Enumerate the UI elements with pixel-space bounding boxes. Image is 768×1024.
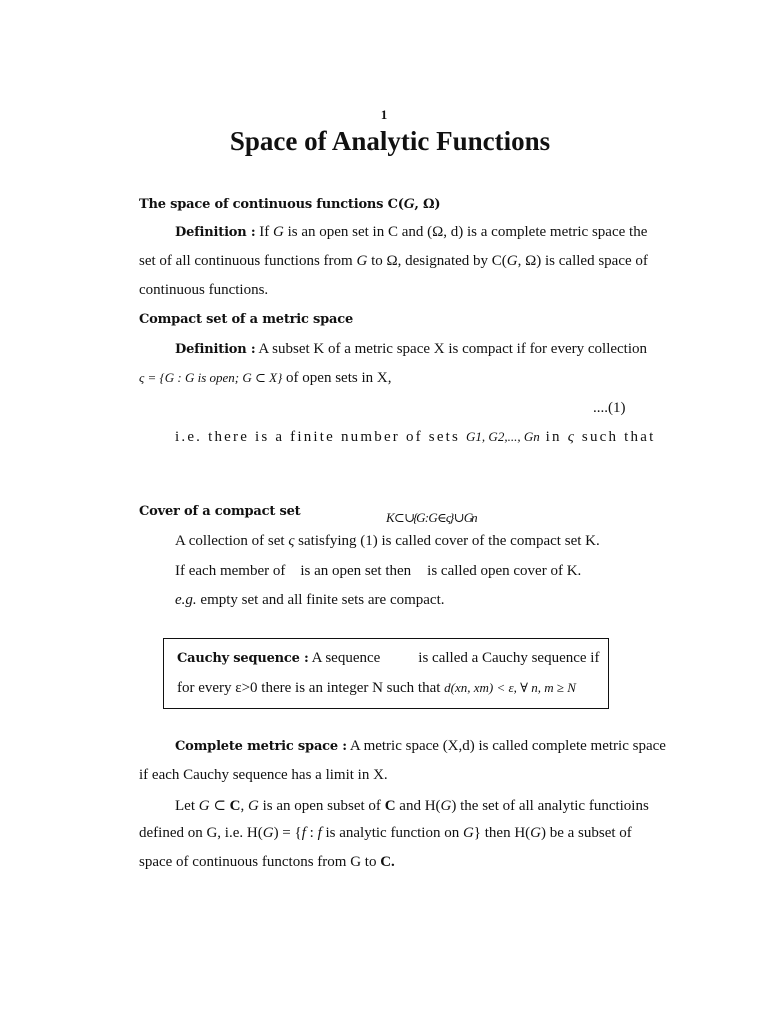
paragraph-line: set of all continuous functions from G to Ω, designated by C(G, Ω) is called space of [139,253,648,269]
paragraph-line: defined on G, i.e. H(G) = {f : f is analytic function on G} then H(G) be a subset of [139,825,632,841]
equation-tag: ....(1) [593,400,626,416]
sets-expression: G1, G2,..., Gn [466,429,540,444]
cauchy-label: Cauchy sequence : [177,651,309,666]
paragraph-line: Definition : If G is an open set in C and (Ω, d) is a complete metric space the [175,224,648,240]
section-heading-cover: Cover of a compact set [139,504,301,519]
definition-label: Definition : [175,225,256,240]
cauchy-condition: d(xn, xm) < ε, ∀ n, m ≥ N [444,680,576,695]
paragraph-line: Let G ⊂ C, G is an open subset of C and H(G) the set of all analytic functioins [175,798,649,814]
paragraph-line: if each Cauchy sequence has a limit in X. [139,767,388,783]
paragraph-line: A collection of set ς satisfying (1) is called cover of the compact set K. [175,533,600,549]
complete-metric-label: Complete metric space : [175,739,347,754]
paragraph-line: Cauchy sequence : A sequence is called a Cauchy sequence if [177,650,600,666]
overlapping-formula: K ⊂ ∪{G : G ∈ ς} ∪ Gn [386,510,476,525]
page-title: Space of Analytic Functions [229,126,551,156]
section-heading-compact: Compact set of a metric space [139,312,354,327]
paragraph-line: ς = {G : G is open; G ⊂ X} of open sets in X, [139,370,392,386]
paragraph-line: continuous functions. [139,282,269,298]
paragraph-line: i.e. there is a finite number of sets G1, G2,..., Gn in ς such that [175,429,656,445]
cauchy-definition-box [163,638,609,709]
page-number: 1 [380,107,388,122]
paragraph-line: If each member of is an open set then is called open cover of K. [175,563,582,579]
paragraph-line: for every ε>0 there is an integer N such that d(xn, xm) < ε, ∀ n, m ≥ N [177,680,576,696]
section-heading-continuous: The space of continuous functions C(G, Ω) [139,196,441,212]
paragraph-line: e.g. empty set and all finite sets are compact. [175,592,445,608]
paragraph-line: Definition : A subset K of a metric space X is compact if for every collection [175,341,648,357]
set-expression: ς = {G : G is open; G ⊂ X} [139,370,283,385]
paragraph-line: space of continuous functons from G to C. [139,854,395,870]
paragraph-line: Complete metric space : A metric space (X,d) is called complete metric space [175,738,666,754]
definition-label: Definition : [175,342,256,357]
